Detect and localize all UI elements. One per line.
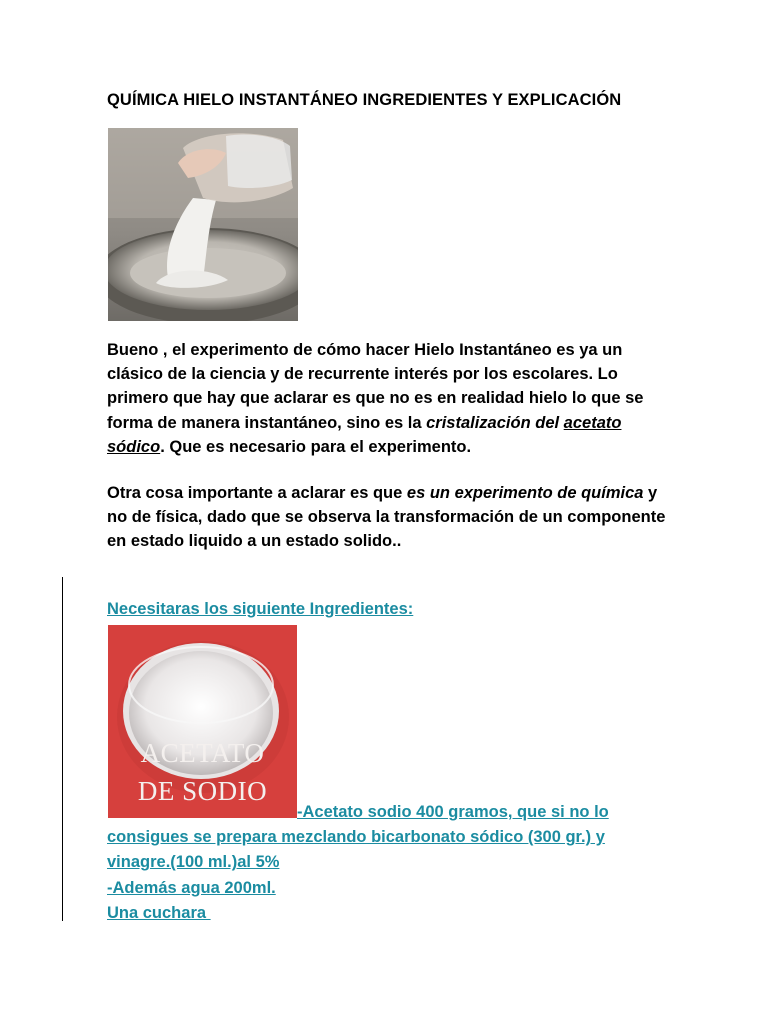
ingredient-acetato-text: -Acetato sodio 400 gramos, que si no lo consigues se prepara mezclando bicarbonato sódico (300 gr.) y vinagre.(100 ml.)al 5% bbox=[107, 803, 609, 872]
chemistry-paragraph bbox=[107, 481, 667, 554]
image-caption-line2: DE SODIO bbox=[137, 776, 268, 806]
image-caption-line1: ACETATO bbox=[140, 738, 265, 768]
margin-line bbox=[62, 577, 63, 921]
chemistry-italic-text: es un experimento de química bbox=[406, 484, 644, 502]
instant-ice-photo bbox=[108, 128, 298, 321]
ingredient-item-cuchara[interactable]: Una cuchara bbox=[107, 903, 211, 922]
acetato-sodico-underlined: acetato sódico bbox=[107, 413, 622, 456]
page-title: QUÍMICA HIELO INSTANTÁNEO INGREDIENTES Y EXPLICACIÓN bbox=[107, 91, 622, 109]
intro-paragraph bbox=[107, 338, 667, 459]
ingredient-item-agua[interactable]: -Además agua 200ml. bbox=[107, 878, 276, 897]
ingredients-heading-link[interactable]: Necesitaras los siguiente Ingredientes: bbox=[107, 600, 414, 618]
intro-text: Bueno , el experimento de cómo hacer Hielo Instantáneo es ya un clásico de la ciencia y de recurrente interés por los escolares. Lo primero que hay que aclarar es que no es en realidad hielo lo que se forma de manera instantáneo, sino es la bbox=[107, 341, 644, 432]
ingredient-item-acetato[interactable] bbox=[107, 803, 609, 871]
chemistry-text-end: y no de física, dado que se observa la transformación de un componente en estado liquido a un estado solido.. bbox=[107, 484, 666, 551]
ingredients-list bbox=[107, 800, 667, 926]
chemistry-text: Otra cosa importante a aclarar es que bbox=[107, 484, 407, 502]
acetato-de-sodio-photo bbox=[108, 625, 297, 818]
intro-text-end: . Que es necesario para el experimento. bbox=[160, 437, 472, 456]
intro-italic-text: cristalización del bbox=[426, 413, 564, 432]
